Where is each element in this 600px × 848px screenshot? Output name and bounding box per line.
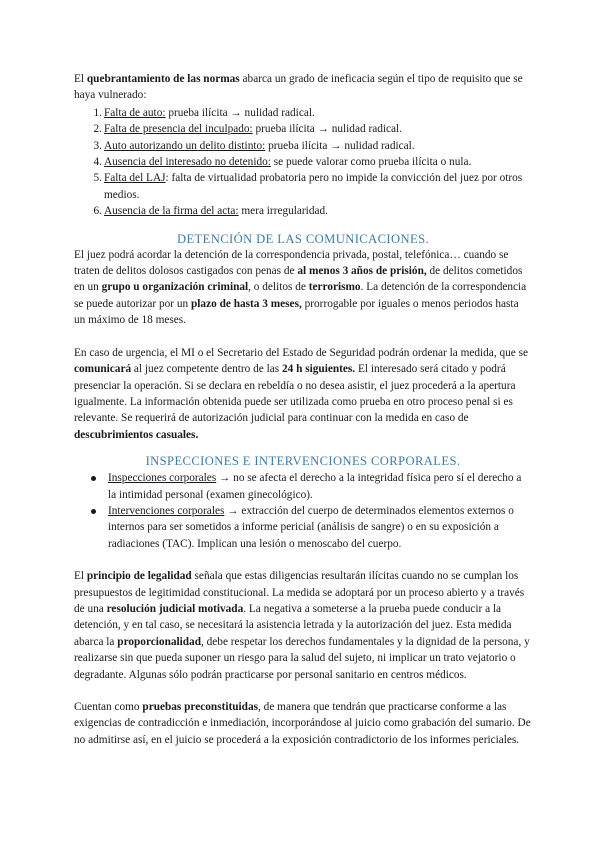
list-item: 1 . Falta de auto: prueba ilícita → nulidad radical. — [74, 105, 532, 121]
section-heading-inspecciones: INSPECCIONES E INTERVENCIONES CORPORALES. — [145, 454, 461, 469]
paragraph-inspecciones-2: Cuentan como pruebas preconstituidas, de manera que tendrán que practicarse conforme a las exigencias de contradicción e inmediación, incorporándose al juicio como grabación del sumario. De no admitirse así, en el juicio se procederá a la exposición contradictorio de los informes periciales. — [74, 701, 531, 746]
list-item: 6 . Ausencia de la firma del acta: mera irregularidad. — [74, 203, 532, 219]
paragraph-inspecciones-1: El principio de legalidad señala que estas diligencias resultarán ilícitas cuando no se cumplan los presupuestos de legitimidad constitucional. La medida se adoptará por un proceso abierto y a través de una resolución judicial motivada. La negativa a someterse a la prueba puede conducir a la detención, y en tal caso, se necesitará la asistencia letrada y la autorización del juez. Esta medida abarca la proporcionalidad, debe respetar los derechos fundamentales y la dignidad de la persona, y realizarse sin que pueda suponer un riesgo para la salud del sujeto, ni implicar un trato vejatorio o degradante. Algunas sólo podrán practicarse por personal sanitario en centros médicos. — [74, 570, 530, 681]
bullet-icon — [91, 476, 96, 481]
document-page — [74, 71, 532, 748]
section-heading-deteccion: DETENCIÓN DE LAS COMUNICACIONES. — [176, 231, 430, 246]
list-item: Inspecciones corporales → no se afecta el derecho a la integridad física pero sí el derecho a la intimidad personal (examen ginecológico). — [74, 470, 532, 503]
quebrantamiento-list — [74, 105, 532, 220]
list-item: 4 . Ausencia del interesado no detenido: se puede valorar como prueba ilícita o nula. — [74, 154, 532, 170]
bullet-icon — [91, 509, 96, 514]
bold-term: quebrantamiento de las normas — [86, 73, 240, 85]
paragraph-deteccion-2: En caso de urgencia, el MI o el Secretario del Estado de Seguridad podrán ordenar la medida, que se comunicará al juez competente dentro de las 24 h siguientes. El interesado será citado y podrá presenciar la operación. Si se declara en rebeldía o no desea asistir, el juez procederá a la apertura igualmente. La información obtenida puede ser utilizada como prueba en otro proceso penal si es relevante. Se requerirá de autorización judicial para continuar con la medida en caso de descubrimientos casuales. — [74, 346, 529, 441]
list-item: 5 . Falta del LAJ: falta de virtualidad probatoria pero no impide la convicción del juez por otros medios. — [74, 170, 532, 203]
list-item: 2 . Falta de presencia del inculpado: prueba ilícita → nulidad radical. — [74, 121, 532, 137]
list-item: 3 . Auto autorizando un delito distinto: prueba ilícita → nulidad radical. — [74, 138, 532, 154]
inspecciones-list — [74, 470, 532, 552]
list-item: Intervenciones corporales → extracción del cuerpo de determinados elementos externos o internos para ser sometidos a informe pericial (análisis de sangre) o en su exposición a radiaciones (TAC). Implican una lesión o menoscabo del cuerpo. — [74, 503, 532, 552]
quebrantamiento-intro: El quebrantamiento de las normas abarca un grado de ineficacia según el tipo de requisito que se haya vulnerado: — [74, 73, 523, 102]
paragraph-deteccion-1: El juez podrá acordar la detención de la correspondencia privada, postal, telefónica… cuando se traten de delitos dolosos castigados con penas de al menos 3 años de prisión, de delitos cometidos en un grupo u organización criminal, o delitos de terrorismo. La detención de la correspondencia se puede autorizar por un plazo de hasta 3 meses, prorrogable por iguales o menos periodos hasta un máximo de 18 meses. — [74, 248, 527, 327]
